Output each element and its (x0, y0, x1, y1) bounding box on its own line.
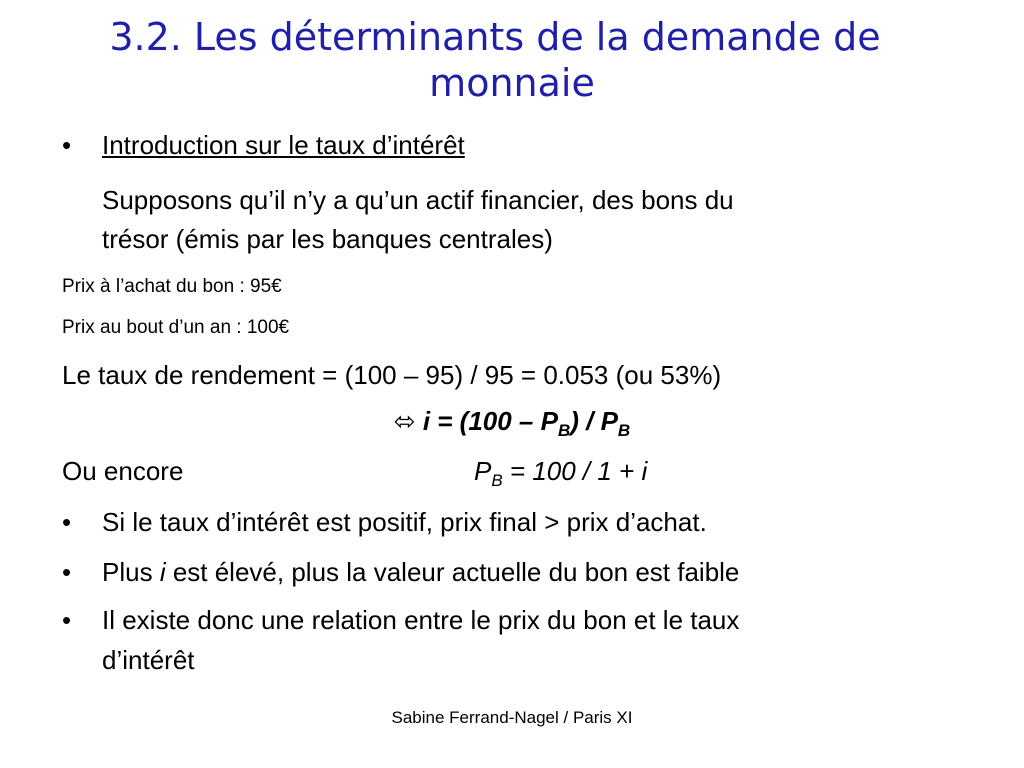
bullet-dot: • (62, 507, 72, 537)
price-formula (474, 456, 647, 491)
bullet-dot: • (62, 130, 72, 160)
footer-author: Sabine Ferrand-Nagel / Paris XI (391, 708, 633, 727)
bullet-high-rate (102, 557, 739, 588)
equivalence-icon: ⬄ (393, 406, 416, 436)
bullet-dot: • (62, 557, 72, 587)
bullet-relation-line-2: d’intérêt (102, 645, 195, 675)
price-formula-sub: B (491, 471, 503, 490)
bullet-high-rate-i: i (159, 557, 166, 587)
title-line-1: 3.2. Les déterminants de la demande de (109, 15, 881, 59)
formula-sub-1: B (557, 421, 571, 440)
bullet-high-rate-post: est élevé, plus la valeur actuelle du bon est faible (165, 557, 740, 587)
bullet-dot: • (62, 605, 72, 635)
slide-title (0, 14, 1024, 106)
prix-bout: Prix au bout d’un an : 100€ (62, 317, 290, 338)
formula-part-1: i = (100 – P (422, 406, 558, 436)
taux-rendement: Le taux de rendement = (100 – 95) / 95 = 0.053 (ou 53%) (62, 360, 722, 390)
formula-sub-2: B (617, 421, 631, 440)
price-formula-rest: = 100 / 1 + i (502, 456, 648, 486)
bullet-positive-rate: Si le taux d’intérêt est positif, prix final > prix d’achat. (102, 507, 707, 537)
intro-text-line-2: trésor (émis par les banques centrales) (102, 224, 553, 254)
interest-formula (0, 406, 1024, 441)
bullet-relation-line-1: Il existe donc une relation entre le prix du bon et le taux (102, 605, 740, 635)
intro-heading: Introduction sur le taux d’intérêt (102, 130, 465, 160)
price-formula-p: P (474, 456, 492, 486)
bullet-high-rate-pre: Plus (102, 557, 160, 587)
prix-achat: Prix à l’achat du bon : 95€ (62, 276, 282, 297)
ou-encore-label: Ou encore (62, 456, 184, 486)
intro-text-line-1: Supposons qu’il n’y a qu’un actif financier, des bons du (102, 185, 734, 215)
title-line-2: monnaie (429, 61, 595, 105)
formula-part-2: ) / P (570, 406, 618, 436)
